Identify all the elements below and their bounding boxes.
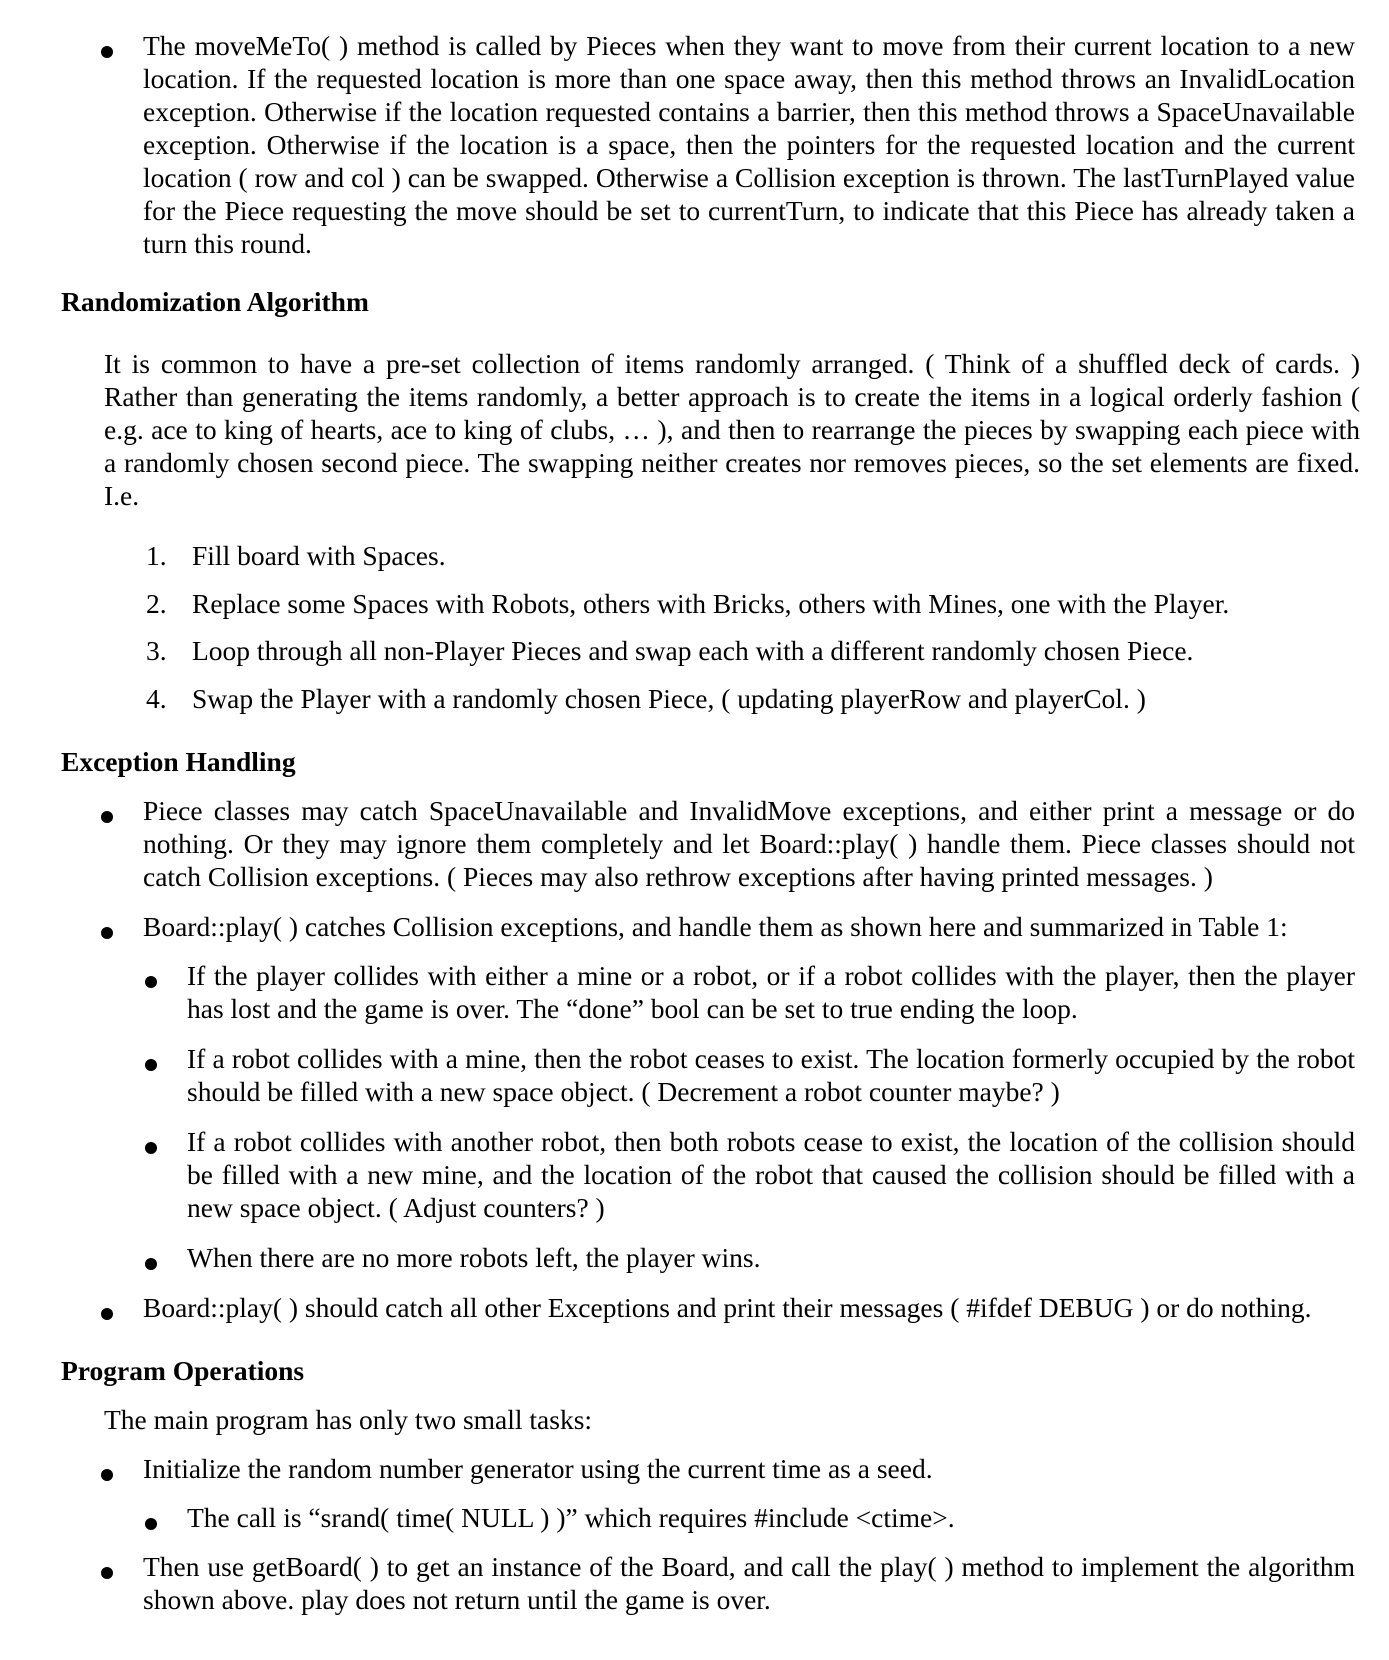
program-intro: The main program has only two small tasks: <box>104 1404 593 1435</box>
bullet-icon <box>101 927 113 939</box>
bullet-icon <box>145 1142 157 1154</box>
sub-bullet-text: When there are no more robots left, the player wins. <box>187 1242 761 1273</box>
bullet-icon <box>101 46 113 58</box>
step-number: 1. <box>146 540 167 571</box>
bullet-icon <box>145 1059 157 1071</box>
step-number: 3. <box>146 635 167 666</box>
board-play-paragraph: Board::play( ) catches Collision exceptions, and handle them as shown here and summarized in Table 1: <box>143 911 1288 942</box>
step-text: Swap the Player with a randomly chosen Piece, ( updating playerRow and playerCol. ) <box>192 683 1146 714</box>
step-text: Loop through all non-Player Pieces and swap each with a different randomly chosen Piece. <box>192 635 1194 666</box>
bullet-icon <box>101 811 113 823</box>
catch-all-paragraph: Board::play( ) should catch all other Exceptions and print their messages ( #ifdef DEBUG ) or do nothing. <box>143 1292 1312 1323</box>
program-operations-heading: Program Operations <box>61 1355 305 1386</box>
bullet-icon <box>101 1469 113 1481</box>
exception-handling-heading: Exception Handling <box>61 746 296 777</box>
sub-bullet-text: If a robot collides with a mine, then the robot ceases to exist. The location formerly occupied by the robot should be filled with a new space object. ( Decrement a robot counter maybe? ) <box>187 1043 1355 1107</box>
step-number: 4. <box>146 683 167 714</box>
randomization-paragraph: It is common to have a pre-set collection of items randomly arranged. ( Think of a shuffled deck of cards. ) Rather than generating the items randomly, a better approach is to create the items in a logical orderly fashion ( e.g. ace to king of hearts, ace to king of clubs, … ), and then to rearrange the pieces by swapping each piece with a randomly chosen second piece. The swapping neither creates nor removes pieces, so the set elements are fixed. I.e. <box>104 348 1360 511</box>
sub-bullet-text: If a robot collides with another robot, then both robots cease to exist, the location of the collision should be filled with a new mine, and the location of the robot that caused the collision should be filled with a new space object. ( Adjust counters? ) <box>187 1126 1355 1223</box>
step-text: Replace some Spaces with Robots, others with Bricks, others with Mines, one with the Player. <box>192 588 1230 619</box>
move-me-to-paragraph: The moveMeTo( ) method is called by Pieces when they want to move from their current location to a new location. If the requested location is more than one space away, then this method throws an InvalidLocation exception. Otherwise if the location requested contains a barrier, then this method throws a SpaceUnavailable exception. Otherwise if the location is a space, then the pointers for the requested location and the current location ( row and col ) can be swapped. Otherwise a Collision exception is thrown. The lastTurnPlayed value for the Piece requesting the move should be set to currentTurn, to indicate that this Piece has already taken a turn this round. <box>143 30 1355 259</box>
then-paragraph: Then use getBoard( ) to get an instance of the Board, and call the play( ) method to implement the algorithm shown above. play does not return until the game is over. <box>143 1551 1355 1615</box>
bullet-icon <box>145 976 157 988</box>
step-number: 2. <box>146 588 167 619</box>
bullet-icon <box>145 1518 157 1530</box>
bullet-icon <box>145 1258 157 1270</box>
sub-bullet-text: If the player collides with either a mine or a robot, or if a robot collides with the player, then the player has lost and the game is over. The “done” bool can be set to true ending the loop. <box>187 960 1355 1024</box>
step-text: Fill board with Spaces. <box>192 540 446 571</box>
srand-paragraph: The call is “srand( time( NULL ) )” which requires #include <ctime>. <box>187 1502 955 1533</box>
piece-classes-paragraph: Piece classes may catch SpaceUnavailable and InvalidMove exceptions, and either print a message or do nothing. Or they may ignore them completely and let Board::play( ) handle them. Piece classes should not catch Collision exceptions. ( Pieces may also rethrow exceptions after having printed messages. ) <box>143 795 1355 892</box>
bullet-icon <box>101 1308 113 1320</box>
init-paragraph: Initialize the random number generator using the current time as a seed. <box>143 1453 933 1484</box>
randomization-heading: Randomization Algorithm <box>61 286 369 317</box>
bullet-icon <box>101 1567 113 1579</box>
